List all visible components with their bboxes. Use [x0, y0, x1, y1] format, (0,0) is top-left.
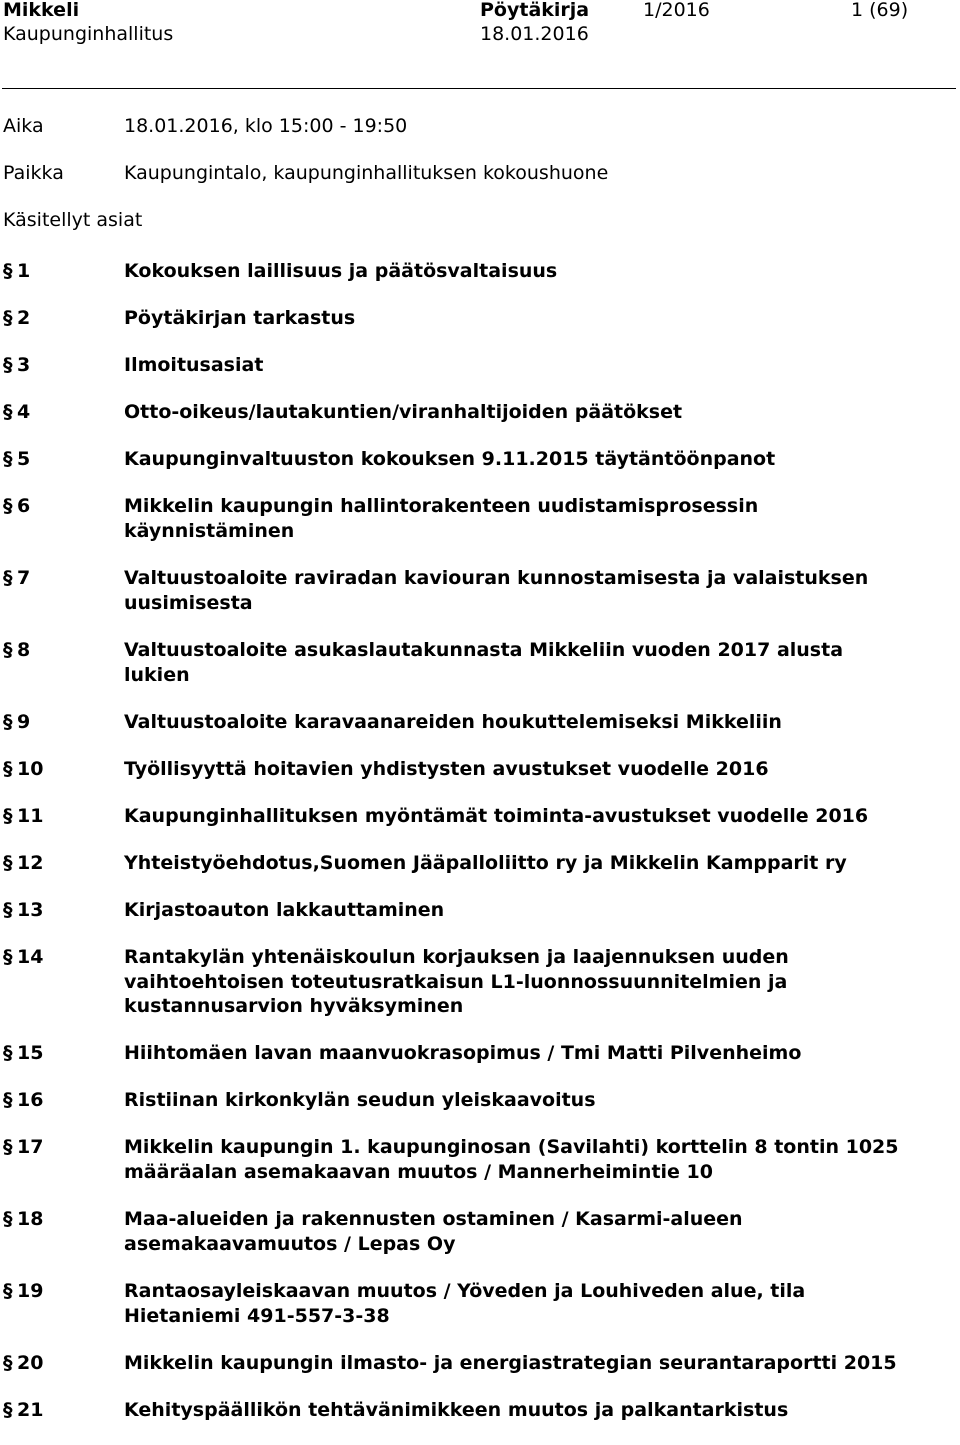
section-symbol: § — [3, 1208, 13, 1230]
agenda-item-title: Kokouksen laillisuus ja päätösvaltaisuus — [124, 260, 558, 282]
agenda-item — [0, 353, 960, 400]
header-divider — [2, 88, 956, 89]
section-heading: Käsitellyt asiat — [3, 209, 143, 231]
section-symbol: § — [3, 946, 13, 968]
agenda-item-number: 15 — [17, 1042, 44, 1064]
agenda-item-number: 9 — [17, 711, 31, 733]
agenda-item-number: 11 — [17, 805, 44, 827]
org-name: Mikkeli — [3, 0, 80, 21]
section-symbol: § — [3, 260, 13, 282]
agenda-item-number: 21 — [17, 1399, 44, 1421]
agenda-item-number: 14 — [17, 946, 44, 968]
agenda-item-title: Hiihtomäen lavan maanvuokrasopimus / Tmi Matti Pilvenheimo — [124, 1042, 802, 1064]
agenda-item — [0, 566, 960, 638]
section-symbol: § — [3, 1352, 13, 1374]
section-symbol: § — [3, 1280, 13, 1302]
agenda-item-number: 4 — [17, 401, 31, 423]
agenda-item-title: Ristiinan kirkonkylän seudun yleiskaavoitus — [124, 1089, 596, 1111]
section-symbol: § — [3, 1399, 13, 1421]
section-symbol: § — [3, 1042, 13, 1064]
section-symbol: § — [3, 448, 13, 470]
section-symbol: § — [3, 639, 13, 661]
agenda-item — [0, 804, 960, 851]
agenda-list — [0, 259, 960, 1445]
agenda-item — [0, 945, 960, 1041]
agenda-item — [0, 710, 960, 757]
agenda-item-number: 8 — [17, 639, 31, 661]
time-value: 18.01.2016, klo 15:00 - 19:50 — [124, 115, 408, 137]
agenda-item-number: 19 — [17, 1280, 44, 1302]
agenda-item — [0, 1088, 960, 1135]
place-value: Kaupungintalo, kaupunginhallituksen kokoushuone — [124, 162, 609, 184]
section-symbol: § — [3, 354, 13, 376]
agenda-item-title: Mikkelin kaupungin 1. kaupunginosan (Savilahti) korttelin 8 tontin 1025 määräalan asemakaavan muutos / Mannerheimintie 10 — [124, 1136, 899, 1183]
agenda-item-title: Ilmoitusasiat — [124, 354, 264, 376]
agenda-item-title: Mikkelin kaupungin ilmasto- ja energiastrategian seurantaraportti 2015 — [124, 1352, 897, 1374]
section-symbol: § — [3, 805, 13, 827]
place-label: Paikka — [3, 162, 64, 184]
agenda-item-title: Rantakylän yhtenäiskoulun korjauksen ja laajennuksen uuden vaihtoehtoisen toteutusratkaisun L1-luonnossuunnitelmien ja kustannusarvion hyväksyminen — [124, 946, 789, 1017]
section-symbol: § — [3, 1136, 13, 1158]
agenda-item — [0, 259, 960, 306]
agenda-item-title: Kaupunginvaltuuston kokouksen 9.11.2015 täytäntöönpanot — [124, 448, 776, 470]
agenda-item — [0, 1351, 960, 1398]
agenda-item — [0, 1398, 960, 1445]
agenda-item-title: Kaupunginhallituksen myöntämät toiminta-avustukset vuodelle 2016 — [124, 805, 869, 827]
agenda-item-number: 18 — [17, 1208, 44, 1230]
agenda-item-number: 1 — [17, 260, 31, 282]
agenda-item-title: Kirjastoauton lakkauttaminen — [124, 899, 445, 921]
agenda-item-number: 5 — [17, 448, 31, 470]
section-symbol: § — [3, 1089, 13, 1111]
agenda-item-number: 13 — [17, 899, 44, 921]
agenda-item-number: 12 — [17, 852, 44, 874]
section-symbol: § — [3, 758, 13, 780]
section-symbol: § — [3, 567, 13, 589]
agenda-item-number: 3 — [17, 354, 31, 376]
agenda-item-title: Valtuustoaloite karavaanareiden houkuttelemiseksi Mikkeliin — [124, 711, 782, 733]
agenda-item-number: 16 — [17, 1089, 44, 1111]
doc-type: Pöytäkirja — [480, 0, 590, 21]
agenda-item-title: Otto-oikeus/lautakuntien/viranhaltijoiden päätökset — [124, 401, 683, 423]
agenda-item-title: Maa-alueiden ja rakennusten ostaminen / Kasarmi-alueen asemakaavamuutos / Lepas Oy — [124, 1208, 743, 1255]
agenda-item-title: Työllisyyttä hoitavien yhdistysten avustukset vuodelle 2016 — [124, 758, 769, 780]
agenda-item — [0, 638, 960, 710]
section-symbol: § — [3, 899, 13, 921]
agenda-item — [0, 1041, 960, 1088]
agenda-item — [0, 494, 960, 566]
time-label: Aika — [3, 115, 44, 137]
header-date: 18.01.2016 — [480, 23, 589, 45]
governing-body: Kaupunginhallitus — [3, 23, 174, 45]
issue-number: 1/2016 — [643, 0, 710, 21]
agenda-item-title: Pöytäkirjan tarkastus — [124, 307, 356, 329]
agenda-item — [0, 851, 960, 898]
agenda-item-title: Kehityspäällikön tehtävänimikkeen muutos ja palkantarkistus — [124, 1399, 789, 1421]
section-symbol: § — [3, 401, 13, 423]
section-symbol: § — [3, 307, 13, 329]
agenda-item-title: Rantaosayleiskaavan muutos / Yöveden ja Louhiveden alue, tila Hietaniemi 491-557-3-38 — [124, 1280, 806, 1327]
agenda-item-number: 6 — [17, 495, 31, 517]
section-symbol: § — [3, 852, 13, 874]
agenda-item-number: 20 — [17, 1352, 44, 1374]
agenda-item — [0, 1279, 960, 1351]
agenda-item-title: Mikkelin kaupungin hallintorakenteen uudistamisprosessin käynnistäminen — [124, 495, 759, 542]
agenda-item — [0, 447, 960, 494]
section-symbol: § — [3, 711, 13, 733]
section-symbol: § — [3, 495, 13, 517]
agenda-item-number: 10 — [17, 758, 44, 780]
agenda-item — [0, 400, 960, 447]
agenda-item-title: Yhteistyöehdotus,Suomen Jääpalloliitto ry ja Mikkelin Kampparit ry — [124, 852, 847, 874]
agenda-item — [0, 1135, 960, 1207]
agenda-item-number: 17 — [17, 1136, 44, 1158]
agenda-item-number: 7 — [17, 567, 31, 589]
agenda-item-title: Valtuustoaloite raviradan kaviouran kunnostamisesta ja valaistuksen uusimisesta — [124, 567, 869, 614]
page-number: 1 (69) — [851, 0, 909, 21]
agenda-item — [0, 1207, 960, 1279]
agenda-item-title: Valtuustoaloite asukaslautakunnasta Mikkeliin vuoden 2017 alusta lukien — [124, 639, 844, 686]
agenda-item — [0, 306, 960, 353]
agenda-item — [0, 757, 960, 804]
agenda-item-number: 2 — [17, 307, 31, 329]
agenda-item — [0, 898, 960, 945]
